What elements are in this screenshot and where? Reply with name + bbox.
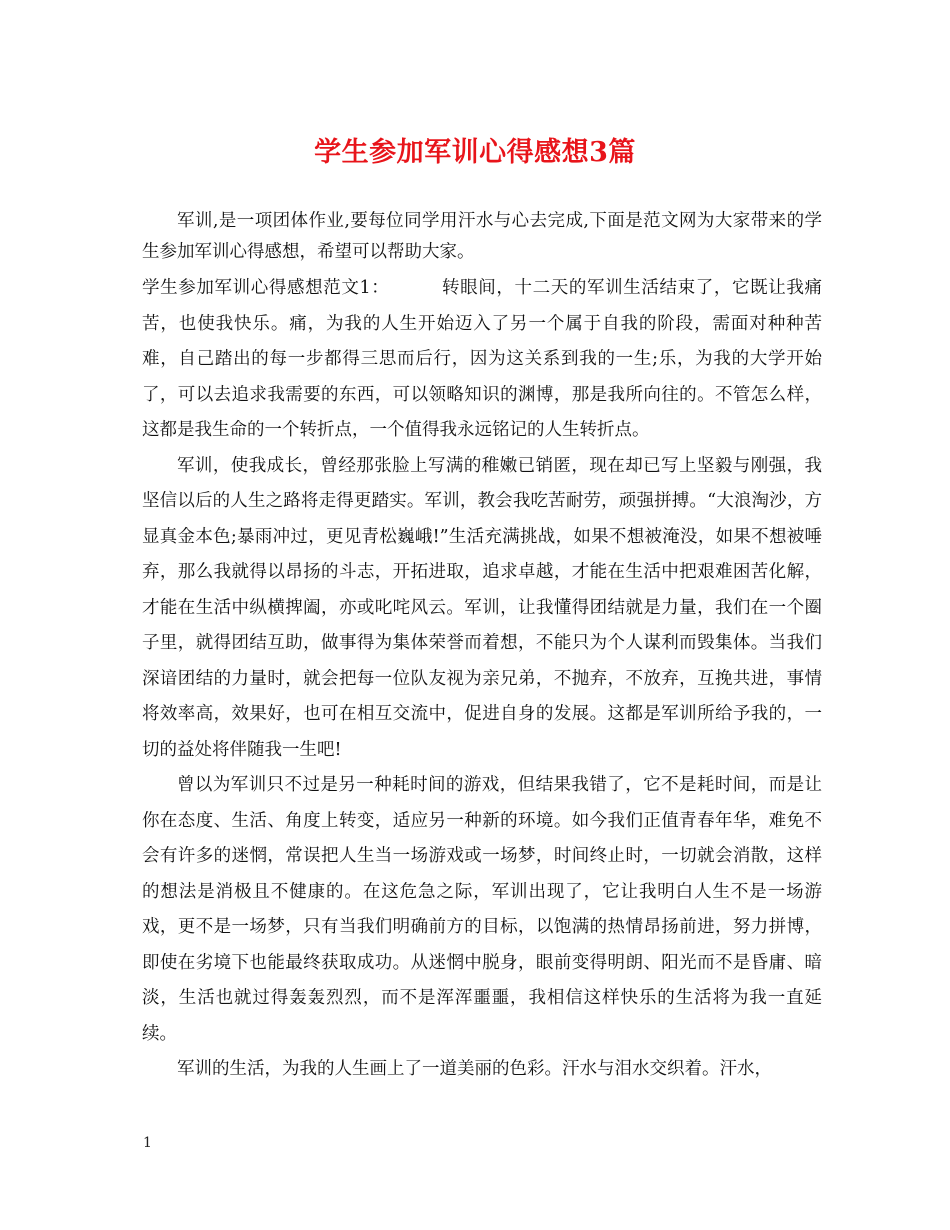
paragraph-2: 军训，使我成长，曾经那张脸上写满的稚嫩已销匿，现在却已写上坚毅与刚强，我坚信以后的人生之路将走得更踏实。军训，教会我吃苦耐劳，顽强拼搏。“大浪淘沙，方显真金本色;暴雨冲过，更见青松巍峨!”生活充满挑战，如果不想被淹没，如果不想被唾弃，那么我就得以昂扬的斗志，开拓进取，追求卓越，才能在生活中把艰难困苦化解，才能在生活中纵横捭阖，亦或叱咤风云。军训，让我懂得团结就是力量，我们在一个圈子里，就得团结互助，做事得为集体荣誉而着想，不能只为个人谋利而毁集体。当我们深谙团结的力量时，就会把每一位队友视为亲兄弟，不抛弃，不放弃，互挽共进，事情将效率高，效果好，也可在相互交流中，促进自身的发展。这都是军训所给予我的，一切的益处将伴随我一生吧! xyxy=(142,455,822,760)
paragraph-1-text: 转眼间，十二天的军训生活结束了，它既让我痛苦，也使我快乐。痛，为我的人生开始迈入了另一个属于自我的阶段，需面对种种苦难，自己踏出的每一步都得三思而后行，因为这关系到我的一生;乐，为我的大学开始了，可以去追求我需要的东西，可以领略知识的渊博，那是我所向往的。不管怎么样，这都是我生命的一个转折点，一个值得我永远铭记的人生转折点。 xyxy=(142,278,823,440)
document-body xyxy=(142,206,822,1088)
page-number: 1 xyxy=(143,1135,152,1151)
paragraph-4: 军训的生活，为我的人生画上了一道美丽的色彩。汗水与泪水交织着。汗水， xyxy=(177,1059,772,1079)
section-heading: 学生参加军训心得感想范文1： xyxy=(142,278,390,298)
section-paragraph-1 xyxy=(142,271,822,449)
intro-paragraph: 军训,是一项团体作业,要每位同学用汗水与心去完成,下面是范文网为大家带来的学生参加军训心得感想，希望可以帮助大家。 xyxy=(142,211,822,262)
document-title: 学生参加军训心得感想3篇 xyxy=(314,137,636,168)
paragraph-3: 曾以为军训只不过是另一种耗时间的游戏，但结果我错了，它不是耗时间，而是让你在态度、生活、角度上转变，适应另一种新的环境。如今我们正值青春年华，难免不会有许多的迷惘，常误把人生当一场游戏或一场梦，时间终止时，一切就会消散，这样的想法是消极且不健康的。在这危急之际，军训出现了，它让我明白人生不是一场游戏，更不是一场梦，只有当我们明确前方的目标，以饱满的热情昂扬前进，努力拼博，即使在劣境下也能最终获取成功。从迷惘中脱身，眼前变得明朗、阳光而不是昏庸、暗淡，生活也就过得轰轰烈烈，而不是浑浑噩噩，我相信这样快乐的生活将为我一直延续。 xyxy=(142,775,822,1044)
